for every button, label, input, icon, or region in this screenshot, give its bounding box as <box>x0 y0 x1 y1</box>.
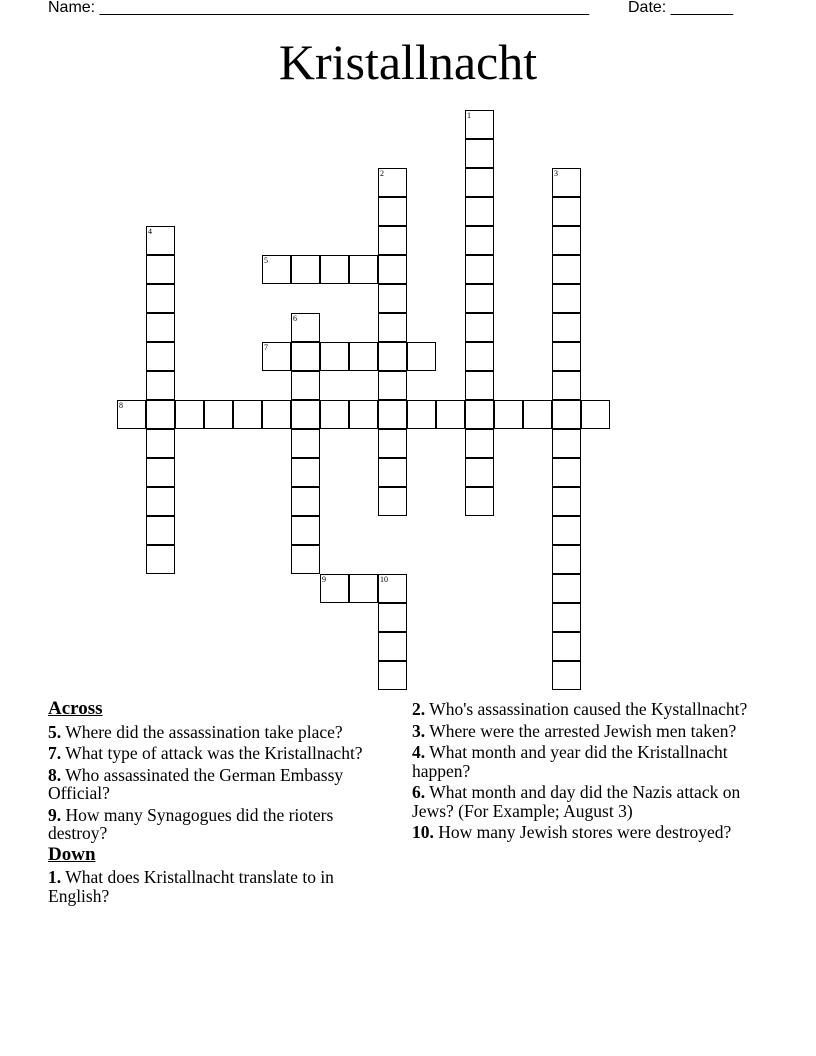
crossword-cell[interactable] <box>204 400 233 429</box>
across-clue-5 <box>48 723 388 742</box>
across-clue-7 <box>48 744 388 763</box>
crossword-cell[interactable] <box>378 603 407 632</box>
crossword-cell[interactable] <box>146 342 175 371</box>
cell-number: 5 <box>264 256 268 265</box>
clue-number: 3. <box>412 720 426 741</box>
crossword-cell[interactable] <box>349 255 378 284</box>
clue-number: 6. <box>412 782 426 802</box>
clue-number: 10. <box>412 822 434 842</box>
clue-text: How many Synagogues did the rioters destroy? <box>48 804 334 843</box>
crossword-cell[interactable] <box>378 574 407 603</box>
cell-number: 7 <box>264 343 268 352</box>
crossword-cell[interactable] <box>117 400 146 429</box>
cell-number: 9 <box>322 575 326 584</box>
crossword-cell[interactable] <box>378 255 407 284</box>
crossword-cell[interactable] <box>552 255 581 284</box>
crossword-cell[interactable] <box>552 545 581 574</box>
crossword-cell[interactable] <box>378 487 407 516</box>
cell-number: 2 <box>380 169 384 178</box>
crossword-cell[interactable] <box>552 516 581 545</box>
clue-text: What month and year did the Kristallnacht happen? <box>412 742 728 781</box>
crossword-cell[interactable] <box>465 371 494 400</box>
cell-number: 4 <box>148 227 152 236</box>
clue-number: 9. <box>48 804 62 825</box>
crossword-cell[interactable] <box>465 342 494 371</box>
crossword-cell[interactable] <box>349 400 378 429</box>
cell-number: 10 <box>380 575 388 584</box>
clue-text: What month and day did the Nazis attack on Jews? (For Example; August 3) <box>412 782 741 821</box>
cell-number: 1 <box>467 111 471 120</box>
crossword-cell[interactable] <box>146 429 175 458</box>
crossword-cell[interactable] <box>552 313 581 342</box>
crossword-cell[interactable] <box>262 255 291 284</box>
down-heading: Down <box>48 843 96 865</box>
crossword-cell[interactable] <box>407 342 436 371</box>
crossword-cell[interactable] <box>262 400 291 429</box>
crossword-cell[interactable] <box>552 400 581 429</box>
crossword-cell[interactable] <box>378 371 407 400</box>
crossword-cell[interactable] <box>552 226 581 255</box>
crossword-cell[interactable] <box>552 487 581 516</box>
clue-number: 7. <box>48 743 62 763</box>
crossword-cell[interactable] <box>378 632 407 661</box>
crossword-cell[interactable] <box>146 284 175 313</box>
crossword-cell[interactable] <box>291 516 320 545</box>
crossword-cell[interactable] <box>552 284 581 313</box>
crossword-cell[interactable] <box>291 400 320 429</box>
down-clue-3 <box>412 722 782 741</box>
crossword-cell[interactable] <box>465 139 494 168</box>
crossword-cell[interactable] <box>291 545 320 574</box>
crossword-cell[interactable] <box>146 400 175 429</box>
crossword-cell[interactable] <box>320 400 349 429</box>
cell-number: 3 <box>554 169 558 178</box>
crossword-cell[interactable] <box>552 661 581 690</box>
crossword-cell[interactable] <box>465 487 494 516</box>
crossword-cell[interactable] <box>465 400 494 429</box>
clue-text: What type of attack was the Kristallnacht? <box>65 743 363 763</box>
clue-text: How many Jewish stores were destroyed? <box>438 822 732 842</box>
clue-column-right <box>412 700 782 845</box>
crossword-cell[interactable] <box>349 342 378 371</box>
crossword-cell[interactable] <box>465 313 494 342</box>
crossword-cell[interactable] <box>378 197 407 226</box>
down-clue-10 <box>412 823 782 842</box>
crossword-cell[interactable] <box>465 168 494 197</box>
clue-number: 4. <box>412 742 426 762</box>
down-clue-4 <box>412 743 782 780</box>
crossword-cell[interactable] <box>146 255 175 284</box>
crossword-cell[interactable] <box>320 255 349 284</box>
across-clue-9 <box>48 806 388 843</box>
down-clue-6 <box>412 783 782 820</box>
crossword-cell[interactable] <box>378 226 407 255</box>
crossword-cell[interactable] <box>233 400 262 429</box>
clue-text: Who assassinated the German Embassy Official? <box>48 764 344 803</box>
crossword-cell[interactable] <box>175 400 204 429</box>
crossword-cell[interactable] <box>146 458 175 487</box>
crossword-cell[interactable] <box>552 603 581 632</box>
crossword-cell[interactable] <box>552 168 581 197</box>
crossword-cell[interactable] <box>291 255 320 284</box>
clue-number: 2. <box>412 699 426 719</box>
name-field[interactable]: Name: _______________________________________________________ <box>48 0 589 16</box>
clue-number: 8. <box>48 764 62 785</box>
crossword-cell[interactable] <box>378 284 407 313</box>
down-clue-1 <box>48 868 388 905</box>
crossword-cell[interactable] <box>349 574 378 603</box>
clue-text: Where did the assassination take place? <box>65 721 343 742</box>
crossword-cell[interactable] <box>465 110 494 139</box>
crossword-cell[interactable] <box>465 429 494 458</box>
crossword-cell[interactable] <box>465 197 494 226</box>
clue-text: What does Kristallnacht translate to in English? <box>48 867 334 906</box>
page-title: Kristallnacht <box>278 34 538 90</box>
crossword-cell[interactable] <box>552 632 581 661</box>
cell-number: 6 <box>293 314 297 323</box>
date-field[interactable]: Date: _______ <box>628 0 733 16</box>
crossword-cell[interactable] <box>146 371 175 400</box>
crossword-cell[interactable] <box>552 371 581 400</box>
crossword-cell[interactable] <box>291 487 320 516</box>
across-clue-8 <box>48 766 388 803</box>
crossword-cell[interactable] <box>494 400 523 429</box>
crossword-cell[interactable] <box>407 400 436 429</box>
clue-text: Who's assassination caused the Kystallnacht? <box>429 699 748 719</box>
crossword-cell[interactable] <box>552 574 581 603</box>
crossword-cell[interactable] <box>378 400 407 429</box>
clue-number: 5. <box>48 721 62 742</box>
cell-number: 8 <box>119 401 123 410</box>
crossword-cell[interactable] <box>552 342 581 371</box>
crossword-cell[interactable] <box>378 168 407 197</box>
clue-text: Where were the arrested Jewish men taken? <box>429 720 737 741</box>
crossword-cell[interactable] <box>552 197 581 226</box>
crossword-cell[interactable] <box>291 371 320 400</box>
crossword-cell[interactable] <box>291 342 320 371</box>
clue-column-left <box>48 700 388 908</box>
crossword-cell[interactable] <box>146 226 175 255</box>
crossword-cell[interactable] <box>581 400 610 429</box>
crossword-cell[interactable] <box>146 516 175 545</box>
crossword-cell[interactable] <box>523 400 552 429</box>
crossword-cell[interactable] <box>465 284 494 313</box>
crossword-cell[interactable] <box>465 226 494 255</box>
crossword-cell[interactable] <box>320 342 349 371</box>
crossword-cell[interactable] <box>146 545 175 574</box>
crossword-cell[interactable] <box>291 313 320 342</box>
crossword-cell[interactable] <box>146 313 175 342</box>
crossword-cell[interactable] <box>146 487 175 516</box>
crossword-cell[interactable] <box>378 458 407 487</box>
crossword-cell[interactable] <box>378 429 407 458</box>
crossword-cell[interactable] <box>378 342 407 371</box>
crossword-cell[interactable] <box>378 313 407 342</box>
crossword-cell[interactable] <box>552 458 581 487</box>
clue-number: 1. <box>48 867 62 887</box>
crossword-cell[interactable] <box>262 342 291 371</box>
crossword-cell[interactable] <box>320 574 349 603</box>
crossword-cell[interactable] <box>291 429 320 458</box>
crossword-cell[interactable] <box>291 458 320 487</box>
across-heading: Across <box>48 698 103 719</box>
crossword-cell[interactable] <box>465 458 494 487</box>
crossword-cell[interactable] <box>378 661 407 690</box>
down-clue-2 <box>412 700 782 719</box>
crossword-cell[interactable] <box>465 255 494 284</box>
crossword-cell[interactable] <box>436 400 465 429</box>
crossword-cell[interactable] <box>552 429 581 458</box>
